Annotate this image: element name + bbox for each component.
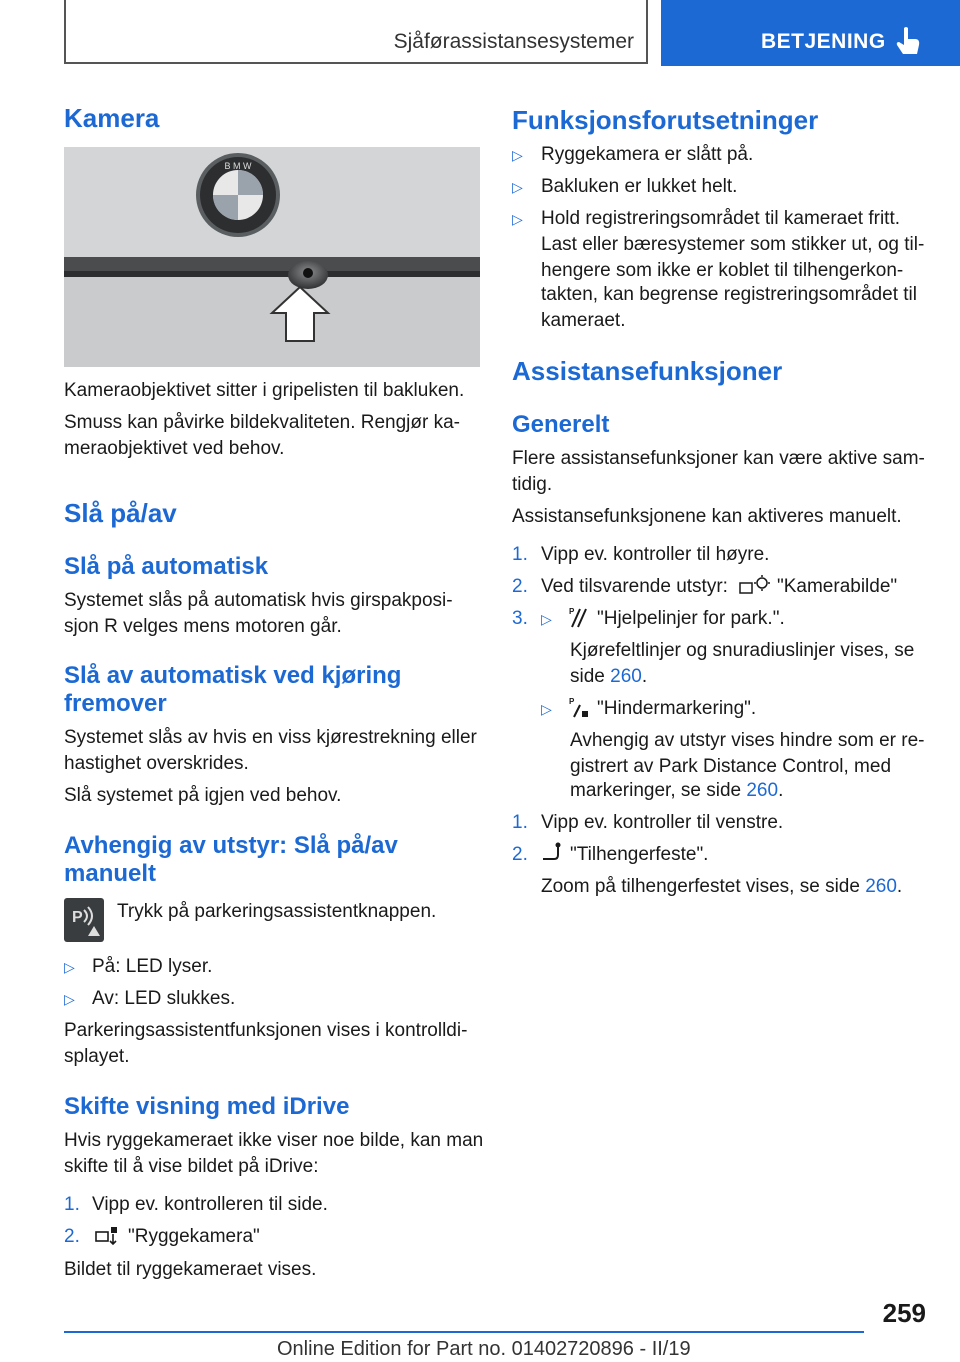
trailer-hitch-icon — [540, 841, 564, 865]
bullet-triangle-icon: ▷ — [512, 147, 523, 163]
prereq-1: Ryggekamera er slått på. — [541, 144, 754, 165]
s3b-desc-a: Avhengig av utstyr vises hindre som er re- — [570, 730, 925, 751]
s3b-desc-b: gistrert av Park Distance Control, med — [570, 756, 892, 777]
bullet-triangle-icon: ▷ — [541, 611, 552, 627]
prereq-3a: Hold registreringsområdet til kameraet fritt. — [541, 208, 901, 229]
idrive-text-b: skifte til å vise bildet på iDrive: — [64, 1156, 319, 1177]
bullet-triangle-icon: ▷ — [512, 179, 523, 195]
hand-pointer-icon — [895, 26, 921, 56]
page-link-260[interactable]: 260 — [610, 666, 642, 687]
s3a-text: "Hjelpelinjer for park.". — [597, 608, 785, 629]
led-on-text: På: LED lyser. — [92, 956, 213, 977]
prereq-3b: Last eller bæresystemer som stikker ut, og til- — [541, 234, 925, 255]
sla-heading: Slå på/av — [64, 498, 177, 528]
kamera-heading: Kamera — [64, 103, 160, 133]
result-text: Bildet til ryggekameraet vises. — [64, 1259, 317, 1280]
prereq-heading: Funksjonsforutsetninger — [512, 105, 819, 135]
step-2-text: "Ryggekamera" — [128, 1226, 260, 1247]
cam-text-2b: meraobjektivet ved behov. — [64, 438, 285, 459]
general-text-1a: Flere assistansefunksjoner kan være aktive sam- — [512, 448, 925, 469]
parking-lines-icon — [568, 605, 590, 629]
auto-text-a: Systemet slås på automatisk hvis girspakposi- — [64, 590, 453, 611]
park-text-a: Parkeringsassistentfunksjonen vises i kontrolldi- — [64, 1020, 468, 1041]
svg-text:B M W: B M W — [224, 161, 252, 171]
header-chapter-title: BETJENING — [761, 30, 886, 53]
prereq-3d: takten, kan begrense registreringsområdet til — [541, 284, 917, 305]
page-number: 259 — [882, 1298, 926, 1328]
header-section-title: Sjåførassistansesystemer — [393, 30, 634, 53]
prereq-3e: kameraet. — [541, 310, 626, 331]
page-link-260[interactable]: 260 — [865, 876, 897, 897]
idrive-heading: Skifte visning med iDrive — [64, 1093, 350, 1120]
svg-text:P: P — [72, 909, 83, 926]
step-1-text: Vipp ev. kontrolleren til side. — [92, 1194, 328, 1215]
page-link-260[interactable]: 260 — [746, 780, 779, 801]
bullet-triangle-icon: ▷ — [64, 959, 75, 975]
header-section-box — [64, 0, 648, 64]
s3b-text: "Hindermarkering". — [597, 698, 757, 719]
auto-heading: Slå på automatisk — [64, 553, 269, 580]
bullet-triangle-icon: ▷ — [64, 991, 75, 1007]
led-off-text: Av: LED slukkes. — [92, 988, 236, 1009]
obstacle-marking-icon — [568, 695, 590, 719]
off-heading-b: fremover — [64, 690, 167, 717]
t2-desc: Zoom på tilhengerfestet vises, se side 260. — [541, 876, 903, 897]
bullet-triangle-icon: ▷ — [541, 701, 552, 717]
t2-text: "Tilhengerfeste". — [570, 844, 709, 865]
t1-number: 1. — [512, 812, 528, 833]
off-heading-a: Slå av automatisk ved kjøring — [64, 662, 402, 689]
camera-view-icon — [738, 573, 770, 599]
idrive-text-a: Hvis ryggekameraet ikke viser noe bilde, kan man — [64, 1130, 484, 1151]
svg-text:P: P — [569, 697, 575, 706]
manual-heading-a: Avhengig av utstyr: Slå på/av — [64, 832, 398, 859]
auto-text-b: sjon R velges mens motoren går. — [64, 616, 342, 637]
rear-camera-icon — [94, 1224, 120, 1248]
assist-heading: Assistansefunksjoner — [512, 356, 783, 386]
s2-label: "Kamerabilde" — [777, 576, 898, 597]
s2-prefix: Ved tilsvarende utstyr: — [541, 576, 728, 597]
manual-text: Trykk på parkeringsassistentknappen. — [117, 901, 437, 922]
footer-divider — [64, 1331, 864, 1333]
t1-text: Vipp ev. kontroller til venstre. — [541, 812, 784, 833]
bullet-triangle-icon: ▷ — [512, 211, 523, 227]
header-chapter-box — [661, 0, 960, 66]
cam-text-1: Kameraobjektivet sitter i gripelisten til bakluken. — [64, 380, 465, 401]
camera-photo — [64, 147, 480, 367]
park-text-b: splayet. — [64, 1046, 130, 1067]
parking-assistant-button-icon — [64, 898, 104, 942]
s3b-desc-c: markeringer, se side 260. — [570, 780, 784, 801]
s3a-desc-b: side 260. — [570, 666, 648, 687]
prereq-3c: hengere som ikke er koblet til tilhengerkon- — [541, 260, 904, 281]
s3a-desc-b-prefix: side — [570, 666, 605, 687]
s3b-desc-c-prefix: markeringer, se side — [570, 780, 742, 801]
general-text-1b: tidig. — [512, 474, 553, 495]
svg-text:P: P — [569, 607, 575, 616]
step-1-number: 1. — [64, 1194, 80, 1215]
off-text-1b: hastighet overskrides. — [64, 753, 249, 774]
t2-desc-prefix: Zoom på tilhengerfestet vises, se side — [541, 876, 860, 897]
step-2-number: 2. — [64, 1226, 80, 1247]
general-heading: Generelt — [512, 411, 610, 438]
general-text-2: Assistansefunksjonene kan aktiveres manuelt. — [512, 506, 902, 527]
manual-heading-b: manuelt — [64, 860, 157, 887]
camera-photo-graphic — [64, 147, 480, 367]
s3-number: 3. — [512, 608, 528, 629]
cam-text-2a: Smuss kan påvirke bildekvaliteten. Rengjør ka- — [64, 412, 461, 433]
off-text-2: Slå systemet på igjen ved behov. — [64, 785, 342, 806]
s3a-desc-a: Kjørefeltlinjer og snuradiuslinjer vises, se — [570, 640, 915, 661]
s2-number: 2. — [512, 576, 528, 597]
prereq-2: Bakluken er lukket helt. — [541, 176, 738, 197]
off-text-1a: Systemet slås av hvis en viss kjørestrekning eller — [64, 727, 477, 748]
t2-number: 2. — [512, 844, 528, 865]
footer-edition: Online Edition for Part no. 01402720896 - II/19 — [277, 1338, 691, 1360]
s1-number: 1. — [512, 544, 528, 565]
s1-text: Vipp ev. kontroller til høyre. — [541, 544, 770, 565]
